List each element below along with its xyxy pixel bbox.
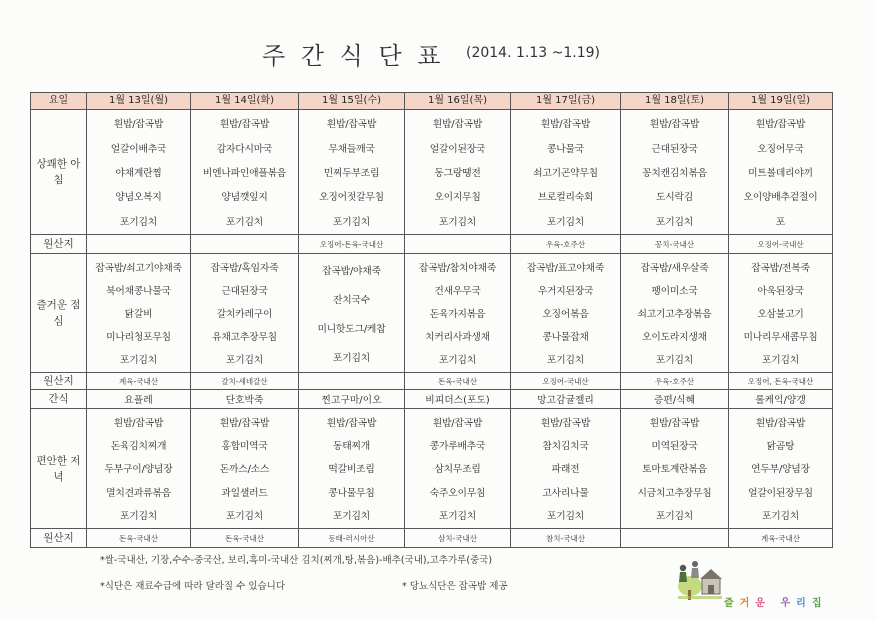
origin-cell [621, 529, 729, 548]
menu-item: 동태찌개 [332, 441, 371, 453]
menu-item: 닭곰탕 [766, 441, 795, 453]
menu-item: 흰밥/잡곡밥 [113, 417, 164, 429]
corner-label: 요일 [31, 93, 87, 110]
menu-item: 미나리무새콤무침 [743, 332, 818, 344]
menu-item: 민찌두부조림 [323, 167, 380, 179]
menu-cell [511, 409, 621, 529]
menu-item: 흰밥/잡곡밥 [540, 119, 591, 131]
menu-item: 오이지무침 [434, 192, 481, 204]
origin-cell: 돈육-국내산 [191, 529, 299, 548]
menu-item: 콩나물국 [546, 143, 585, 155]
menu-item: 콩나물무침 [328, 487, 375, 499]
day-header: 1월 18일(토) [621, 93, 729, 110]
menu-cell [405, 254, 511, 373]
diabetic-menu-note: * 당뇨식단은 잡곡밥 제공 [402, 581, 508, 592]
snack-cell: 증편/식혜 [621, 390, 729, 409]
menu-item: 미니핫도그/케찹 [317, 323, 386, 335]
menu-item: 포기김치 [119, 355, 158, 367]
snack-cell: 망고감귤젤리 [511, 390, 621, 409]
origin-cell: 계육-국내산 [87, 373, 191, 390]
menu-item: 흰밥/잡곡밥 [755, 417, 806, 429]
menu-item: 쇠고기고추장볶음 [637, 308, 712, 320]
menu-item: 토마토계란볶음 [642, 464, 707, 476]
menu-item: 돈육김치찌개 [110, 441, 167, 453]
menu-item: 오이도라지생채 [642, 332, 707, 344]
menu-item: 미역된장국 [651, 441, 698, 453]
menu-period: (2014. 1.13 ~1.19) [466, 45, 600, 61]
origin-cell: 우육-호주산 [511, 235, 621, 254]
menu-item: 잡곡밥/쇠고기야채죽 [95, 262, 182, 274]
header-row [31, 93, 833, 110]
menu-item: 홍합미역국 [221, 441, 268, 453]
menu-cell [621, 409, 729, 529]
menu-item: 포기김치 [332, 511, 371, 523]
menu-item: 시금치고추장무침 [637, 487, 712, 499]
menu-item: 오징어무국 [757, 143, 804, 155]
menu-cell [729, 409, 833, 529]
menu-item: 흰밥/잡곡밥 [432, 417, 483, 429]
menu-item: 비엔나파인애플볶음 [202, 167, 287, 179]
menu-item: 흰밥/잡곡밥 [649, 119, 700, 131]
logo-text: 즐거운 우리집 [724, 598, 828, 609]
menu-item: 쇠고기곤약무침 [533, 167, 598, 179]
menu-item: 우거지된장국 [537, 285, 594, 297]
weekly-menu-table [30, 92, 833, 548]
menu-cell [621, 110, 729, 235]
menu-change-note: *식단은 재료수급에 따라 달라질 수 있습니다 [100, 581, 286, 592]
menu-item: 꽁치캔김치볶음 [642, 167, 707, 179]
day-header: 1월 14일(화) [191, 93, 299, 110]
menu-item: 오징어젓갈무침 [319, 192, 384, 204]
menu-item: 갈치카레구이 [216, 308, 273, 320]
snack-cell: 단호박죽 [191, 390, 299, 409]
day-header: 1월 19일(일) [729, 93, 833, 110]
dinner-label: 편안한 저녁 [31, 409, 87, 529]
menu-item: 잡곡밥/표고야채죽 [526, 262, 605, 274]
day-header: 1월 15일(수) [299, 93, 405, 110]
menu-item: 파래전 [551, 464, 580, 476]
menu-item: 삼치무조림 [434, 464, 481, 476]
breakfast-origin-row [31, 235, 833, 254]
menu-item: 돈까스/소스 [219, 464, 270, 476]
dinner-origin-row [31, 529, 833, 548]
menu-item: 흰밥/잡곡밥 [540, 417, 591, 429]
menu-item: 포기김치 [225, 511, 264, 523]
menu-item: 포기김치 [332, 216, 371, 228]
menu-item: 브로컬리숙회 [537, 192, 594, 204]
menu-item: 오삼불고기 [757, 308, 804, 320]
menu-item: 북어채콩나물국 [106, 285, 171, 297]
menu-item: 포기김치 [546, 511, 585, 523]
menu-item: 포 [775, 216, 786, 228]
menu-item: 두부구이/양념장 [104, 464, 173, 476]
menu-item: 양념오복지 [115, 192, 162, 204]
menu-cell [405, 110, 511, 235]
menu-item: 흰밥/잡곡밥 [326, 119, 377, 131]
menu-item: 양념깻잎지 [221, 192, 268, 204]
menu-cell [87, 254, 191, 373]
menu-cell [729, 254, 833, 373]
menu-item: 잡곡밥/참치야채죽 [418, 262, 497, 274]
menu-cell [87, 409, 191, 529]
menu-item: 닭갈비 [124, 308, 153, 320]
menu-cell [191, 110, 299, 235]
menu-item: 포기김치 [438, 511, 477, 523]
menu-item: 흰밥/잡곡밥 [219, 417, 270, 429]
lunch-origin-label: 원산지 [31, 373, 87, 390]
menu-item: 떡갈비조림 [328, 464, 375, 476]
menu-item: 동그랑땡전 [434, 167, 481, 179]
origin-cell: 우육-호주산 [621, 373, 729, 390]
menu-item: 얼갈이배추국 [110, 143, 167, 155]
origin-cell: 오징어-돈육-국내산 [299, 235, 405, 254]
menu-item: 잡곡밥/새우살죽 [640, 262, 709, 274]
menu-cell [729, 110, 833, 235]
menu-item: 유채고추장무침 [212, 332, 277, 344]
origin-cell: 꽁치-국내산 [621, 235, 729, 254]
family-house-icon [676, 556, 724, 602]
snack-label: 간식 [31, 390, 87, 409]
menu-cell [511, 254, 621, 373]
menu-item: 흰밥/잡곡밥 [755, 119, 806, 131]
menu-item: 포기김치 [546, 355, 585, 367]
origin-cell: 삼치-국내산 [405, 529, 511, 548]
lunch-label: 즐거운 점심 [31, 254, 87, 373]
menu-item: 미트볼데리야끼 [748, 167, 813, 179]
menu-item: 연두부/양념장 [751, 464, 810, 476]
origin-cell [405, 235, 511, 254]
menu-item: 포기김치 [438, 216, 477, 228]
menu-cell [511, 110, 621, 235]
origin-cell: 오징어, 돈육-국내산 [729, 373, 833, 390]
day-header: 1월 17일(금) [511, 93, 621, 110]
menu-item: 콩가루배추국 [429, 441, 486, 453]
menu-item: 흰밥/잡곡밥 [649, 417, 700, 429]
menu-item: 잡곡밥/전복죽 [751, 262, 810, 274]
menu-item: 잔치국수 [332, 294, 371, 306]
snack-row [31, 390, 833, 409]
origin-cell [191, 235, 299, 254]
menu-item: 포기김치 [761, 511, 800, 523]
snack-cell: 찐고구마/이오 [299, 390, 405, 409]
lunch-row [31, 254, 833, 373]
origin-cell: 계육-국내산 [729, 529, 833, 548]
menu-item: 무채들깨국 [328, 143, 375, 155]
menu-item: 흰밥/잡곡밥 [432, 119, 483, 131]
menu-cell [191, 409, 299, 529]
menu-item: 흰밥/잡곡밥 [219, 119, 270, 131]
menu-item: 포기김치 [655, 355, 694, 367]
menu-item: 포기김치 [655, 511, 694, 523]
menu-cell [299, 254, 405, 373]
menu-item: 흰밥/잡곡밥 [113, 119, 164, 131]
menu-item: 근대된장국 [651, 143, 698, 155]
menu-item: 건새우무국 [434, 285, 481, 297]
menu-item: 돈육가지볶음 [429, 308, 486, 320]
origin-cell: 동태-러시아산 [299, 529, 405, 548]
lunch-origin-row [31, 373, 833, 390]
origin-cell: 참치-국내산 [511, 529, 621, 548]
snack-cell: 요플레 [87, 390, 191, 409]
menu-item: 잡곡밥/흑임자죽 [210, 262, 279, 274]
menu-item: 포기김치 [655, 216, 694, 228]
menu-item: 미나리청포무침 [106, 332, 171, 344]
menu-item: 포기김치 [225, 216, 264, 228]
menu-item: 감자다시마국 [216, 143, 273, 155]
menu-cell [299, 409, 405, 529]
origin-cell [87, 235, 191, 254]
day-header: 1월 13일(월) [87, 93, 191, 110]
menu-item: 과일샐러드 [221, 487, 268, 499]
menu-item: 콩나물잡채 [542, 332, 589, 344]
menu-item: 포기김치 [225, 355, 264, 367]
menu-item: 포기김치 [761, 355, 800, 367]
menu-cell [299, 110, 405, 235]
menu-item: 참치김치국 [542, 441, 589, 453]
breakfast-origin-label: 원산지 [31, 235, 87, 254]
origin-cell: 오징어-국내산 [511, 373, 621, 390]
breakfast-label: 상쾌한 아침 [31, 110, 87, 235]
menu-item: 포기김치 [119, 511, 158, 523]
day-header: 1월 16일(목) [405, 93, 511, 110]
menu-item: 팽이미소국 [651, 285, 698, 297]
menu-item: 포기김치 [119, 216, 158, 228]
origin-cell: 갈치-세네갈산 [191, 373, 299, 390]
menu-item: 포기김치 [332, 352, 371, 364]
menu-item: 도시락김 [655, 192, 694, 204]
origin-cell: 오징어-국내산 [729, 235, 833, 254]
origin-cell [299, 373, 405, 390]
menu-item: 잡곡밥/야채죽 [322, 265, 381, 277]
menu-item: 얼갈이된장국 [429, 143, 486, 155]
menu-item: 흰밥/잡곡밥 [326, 417, 377, 429]
menu-cell [191, 254, 299, 373]
menu-item: 오이양배추겉절이 [743, 192, 818, 204]
menu-item: 포기김치 [546, 216, 585, 228]
menu-item: 야채계란찜 [115, 167, 162, 179]
menu-item: 고사리나물 [542, 487, 589, 499]
origin-note: *쌀-국내산, 기장,수수-중국산, 보리,흑미-국내산 김치(찌개,탕,볶음)-배추(국내),고추가루(중국) [100, 555, 493, 566]
menu-item: 치커리사과생채 [425, 332, 490, 344]
origin-cell: 돈육-국내산 [87, 529, 191, 548]
menu-item: 멸치견과류볶음 [106, 487, 171, 499]
menu-cell [405, 409, 511, 529]
menu-item: 근대된장국 [221, 285, 268, 297]
dinner-row [31, 409, 833, 529]
breakfast-row [31, 110, 833, 235]
snack-cell: 롤케익/양갱 [729, 390, 833, 409]
menu-item: 얼갈이된장무침 [748, 487, 813, 499]
menu-item: 오징어볶음 [542, 308, 589, 320]
dinner-origin-label: 원산지 [31, 529, 87, 548]
origin-cell: 돈육-국내산 [405, 373, 511, 390]
menu-item: 포기김치 [438, 355, 477, 367]
menu-item: 아욱된장국 [757, 285, 804, 297]
menu-cell [621, 254, 729, 373]
snack-cell: 비피더스(포도) [405, 390, 511, 409]
page-title: 주 간 식 단 표 [262, 42, 445, 70]
menu-item: 숙주오이무침 [429, 487, 486, 499]
menu-cell [87, 110, 191, 235]
